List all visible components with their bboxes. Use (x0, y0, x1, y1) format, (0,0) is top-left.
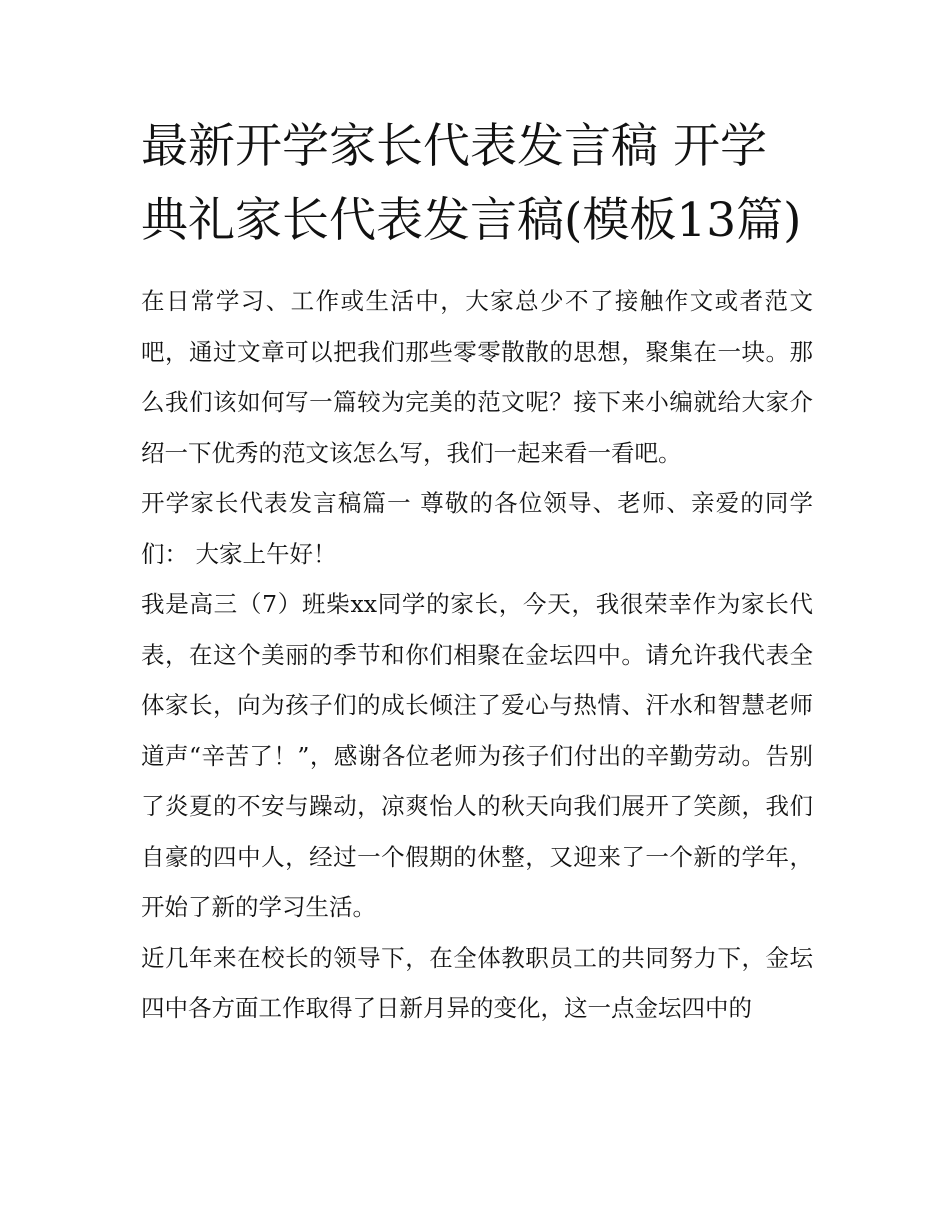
paragraph-intro: 在日常学习、工作或生活中，大家总少不了接触作文或者范文吧，通过文章可以把我们那些零零散散的思想，聚集在一块。那么我们该如何写一篇较为完美的范文呢？接下来小编就给大家介绍一下优秀的范文该怎么写，我们一起来看一看吧。 (141, 287, 813, 467)
document-page (141, 110, 813, 1034)
paragraph-speech-opening: 我是高三（7）班柴xx同学的家长，今天，我很荣幸作为家长代表，在这个美丽的季节和你们相聚在金坛四中。请允许我代表全体家长，向为孩子们的成长倾注了爱心与热情、汗水和智慧老师道声“辛苦了！”，感谢各位老师为孩子们付出的辛勤劳动。告别了炎夏的不安与躁动，凉爽怡人的秋天向我们展开了笑颜，我们自豪的四中人，经过一个假期的休整，又迎来了一个新的学年，开始了新的学习生活。 (141, 590, 813, 921)
paragraph-greeting: 开学家长代表发言稿篇一 尊敬的各位领导、老师、亲爱的同学们： 大家上午好！ (141, 489, 813, 568)
paragraph-school-progress: 近几年来在校长的领导下，在全体教职员工的共同努力下，金坛四中各方面工作取得了日新月异的变化，这一点金坛四中的 (141, 943, 813, 1022)
document-title: 最新开学家长代表发言稿 开学典礼家长代表发言稿(模板13篇) (141, 119, 802, 248)
